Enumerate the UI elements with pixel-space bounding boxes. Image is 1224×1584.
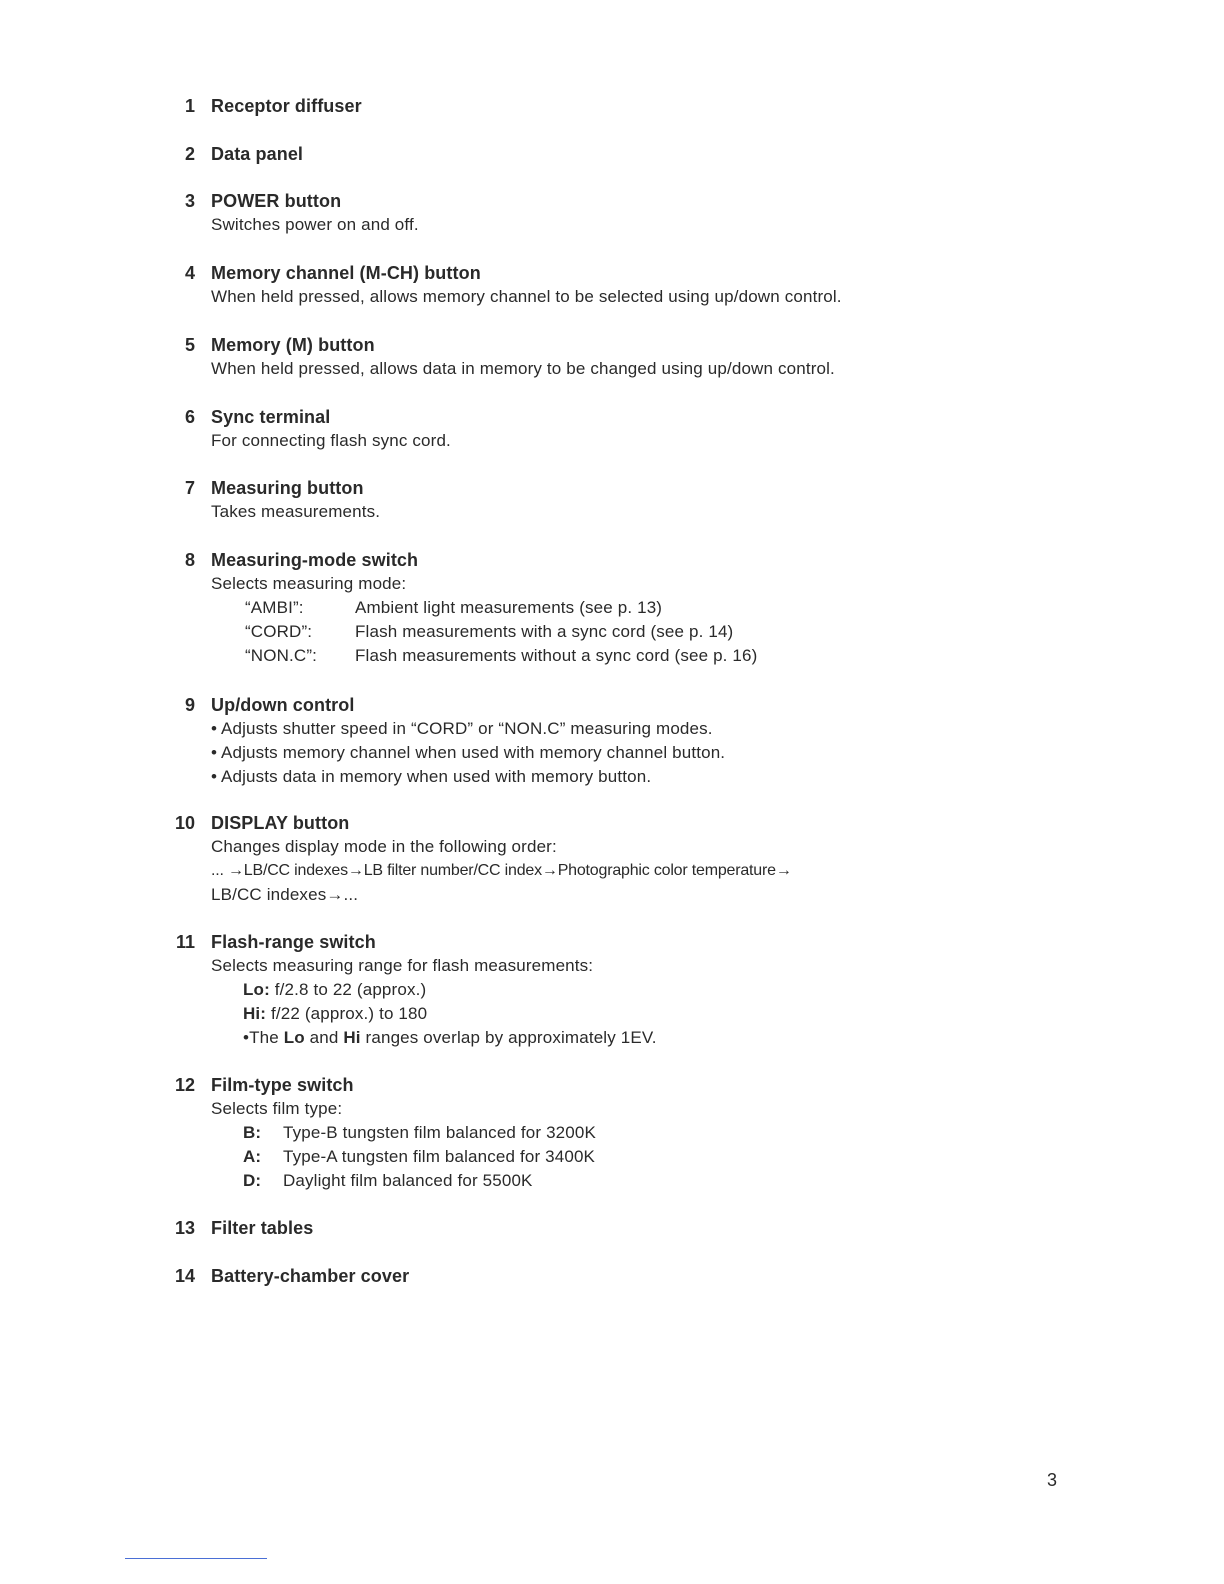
note-text: •The [243,1028,284,1047]
item-number: 11 [175,932,195,952]
range-note [243,1026,657,1050]
range-value: f/22 (approx.) to 180 [271,1004,428,1023]
film-key: B: [243,1123,262,1142]
bullet-item: • Adjusts shutter speed in “CORD” or “NON.C” measuring modes. [211,719,713,738]
item-number: 1 [184,96,195,116]
item-description: Switches power on and off. [211,215,419,234]
item-title: Measuring button [211,478,364,498]
footer-rule [125,1558,267,1559]
note-text: ranges overlap by approximately 1EV. [360,1028,657,1047]
range-key: Hi: [243,1004,267,1023]
item-title: DISPLAY button [211,813,350,833]
range-value: f/2.8 to 22 (approx.) [274,980,427,999]
display-order-line: ... →LB/CC indexes→LB filter number/CC index→Photographic color temperature→ [211,862,792,879]
item-title: POWER button [211,191,342,211]
item-number: 14 [174,1266,195,1286]
item-number: 12 [174,1075,195,1095]
range-row-lo [243,978,426,1002]
item-number: 2 [184,144,195,164]
item-number: 5 [184,335,195,355]
item-title: Sync terminal [211,407,331,427]
range-row-hi [243,1002,427,1026]
item-number: 10 [174,813,195,833]
mode-key: “AMBI”: [245,598,304,617]
item-description: Takes measurements. [211,502,381,521]
mode-key: “NON.C”: [245,646,318,665]
film-key: D: [243,1171,262,1190]
note-hi: Hi [343,1028,361,1047]
item-title: Filter tables [211,1218,314,1238]
bullet-item: • Adjusts data in memory when used with memory button. [211,767,652,786]
bullet-item: • Adjusts memory channel when used with memory channel button. [211,743,726,762]
item-description: When held pressed, allows memory channel to be selected using up/down control. [211,287,842,306]
item-title: Memory (M) button [211,335,375,355]
item-description: Selects film type: [211,1099,343,1118]
mode-value: Ambient light measurements (see p. 13) [355,598,663,617]
item-title: Data panel [211,144,304,164]
page-number: 3 [1047,1470,1058,1490]
item-description: Changes display mode in the following order: [211,837,557,856]
item-title: Film-type switch [211,1075,354,1095]
film-row [243,1145,595,1169]
film-row [243,1121,596,1145]
item-description: For connecting flash sync cord. [211,431,451,450]
item-title: Receptor diffuser [211,96,362,116]
item-number: 9 [184,695,195,715]
range-key: Lo: [243,980,270,999]
film-value: Type-B tungsten film balanced for 3200K [283,1123,596,1142]
mode-value: Flash measurements without a sync cord (see p. 16) [355,646,758,665]
item-title: Flash-range switch [211,932,376,952]
item-title: Up/down control [211,695,355,715]
note-text: and [304,1028,344,1047]
item-number: 4 [184,263,195,283]
note-lo: Lo [283,1028,305,1047]
item-title: Memory channel (M-CH) button [211,263,481,283]
item-number: 8 [184,550,195,570]
mode-value: Flash measurements with a sync cord (see p. 14) [355,622,734,641]
film-value: Type-A tungsten film balanced for 3400K [283,1147,596,1166]
mode-key: “CORD”: [245,622,313,641]
item-number: 13 [174,1218,195,1238]
item-description: Selects measuring range for flash measurements: [211,956,594,975]
item-description: Selects measuring mode: [211,574,407,593]
item-number: 7 [184,478,195,498]
film-row [243,1169,533,1193]
item-number: 3 [184,191,195,211]
item-title: Measuring-mode switch [211,550,419,570]
film-value: Daylight film balanced for 5500K [283,1171,533,1190]
item-title: Battery-chamber cover [211,1266,410,1286]
film-key: A: [243,1147,262,1166]
item-number: 6 [184,407,195,427]
display-order-line: LB/CC indexes→... [211,885,359,904]
item-description: When held pressed, allows data in memory to be changed using up/down control. [211,359,835,378]
